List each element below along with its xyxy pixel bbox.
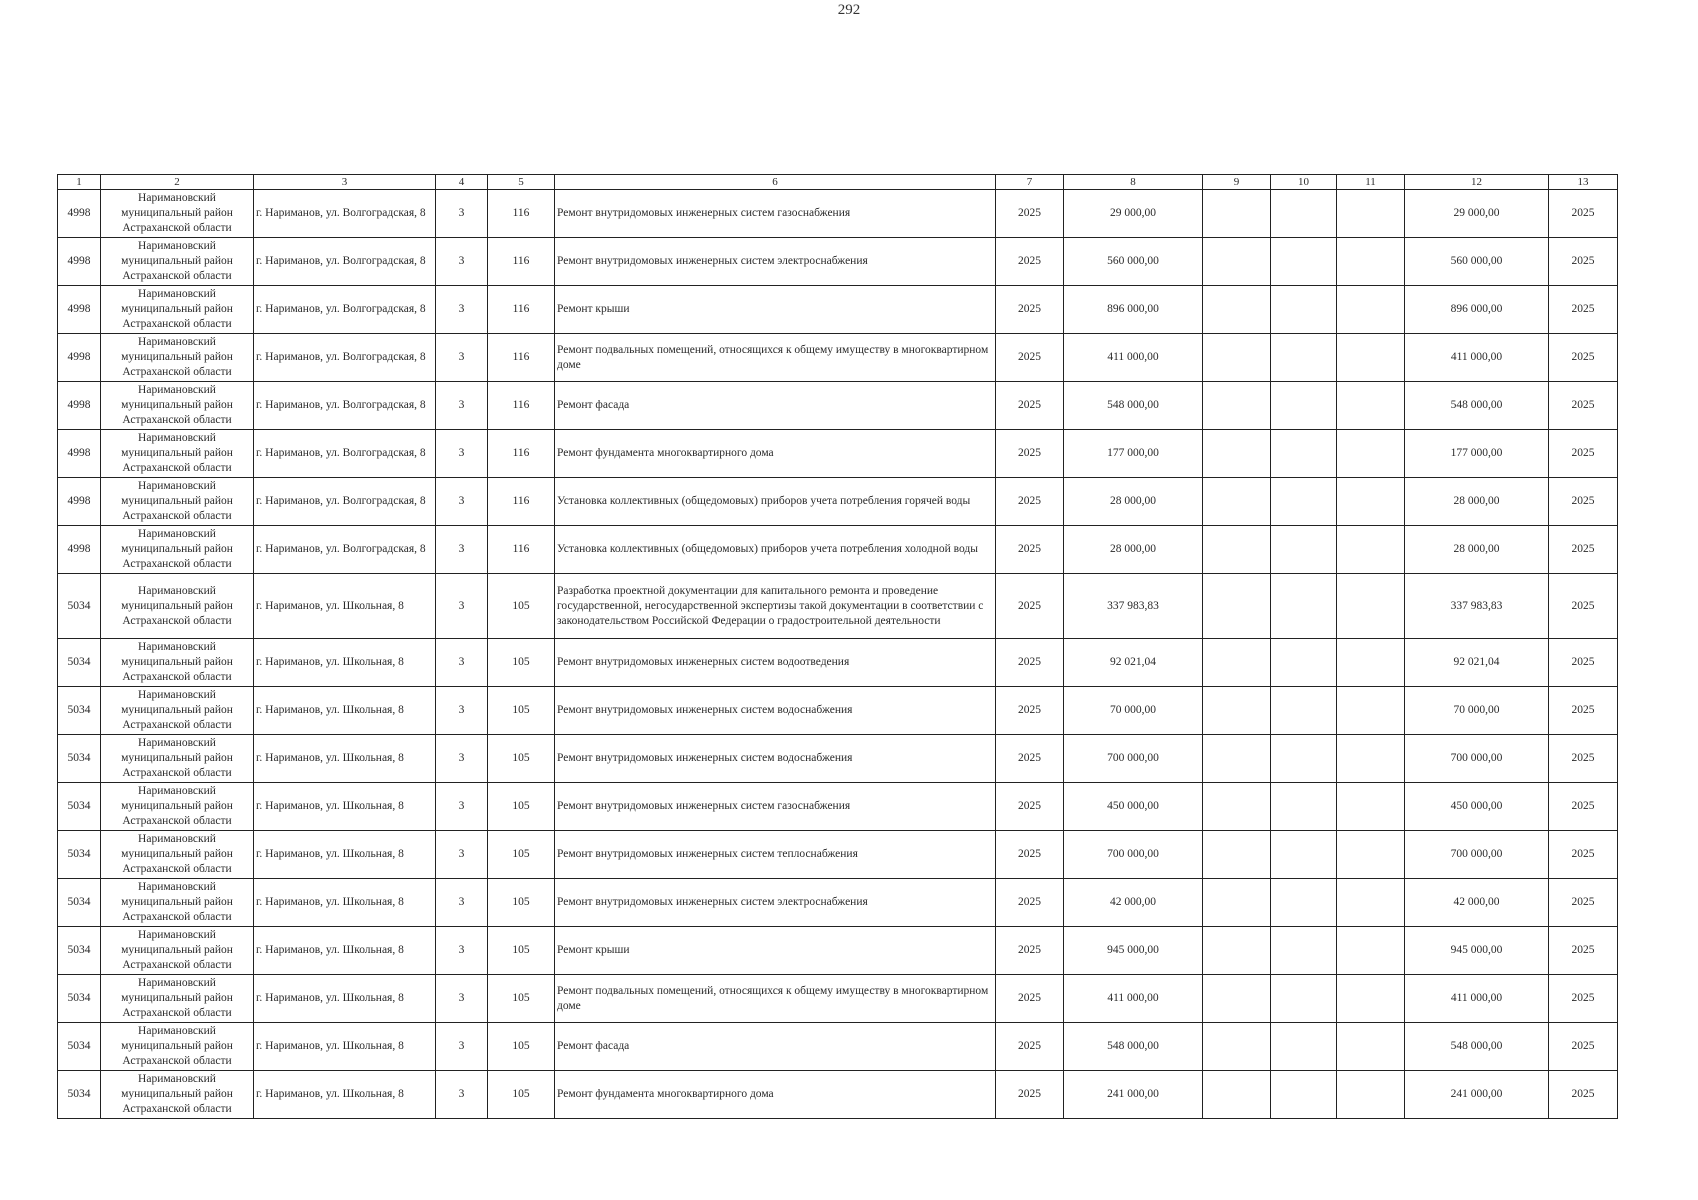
- address-cell: г. Нариманов, ул. Волгоградская, 8: [254, 190, 436, 238]
- repair-program-table: [57, 174, 1618, 1119]
- col4-cell: 3: [436, 927, 488, 975]
- table-row: [58, 1071, 1618, 1119]
- cost-total-cell: 548 000,00: [1405, 382, 1549, 430]
- cost-cell: 548 000,00: [1064, 1023, 1203, 1071]
- col9-cell: [1203, 286, 1271, 334]
- municipality-cell: Наримановский муниципальный район Астраханской области: [101, 430, 254, 478]
- table-row: [58, 735, 1618, 783]
- table-row: [58, 190, 1618, 238]
- col5-cell: 116: [488, 334, 555, 382]
- cost-total-cell: 177 000,00: [1405, 430, 1549, 478]
- work-type-cell: Ремонт внутридомовых инженерных систем водоотведения: [555, 639, 996, 687]
- col9-cell: [1203, 831, 1271, 879]
- row-id-cell: 5034: [58, 831, 101, 879]
- address-cell: г. Нариманов, ул. Волгоградская, 8: [254, 430, 436, 478]
- work-type-cell: Установка коллективных (общедомовых) приборов учета потребления холодной воды: [555, 526, 996, 574]
- col5-cell: 105: [488, 783, 555, 831]
- year-cell: 2025: [996, 831, 1064, 879]
- col10-cell: [1271, 190, 1337, 238]
- col13-cell: 2025: [1549, 783, 1618, 831]
- row-id-cell: 5034: [58, 1071, 101, 1119]
- work-type-cell: Ремонт внутридомовых инженерных систем газоснабжения: [555, 783, 996, 831]
- col11-cell: [1337, 190, 1405, 238]
- col5-cell: 105: [488, 574, 555, 639]
- table-body: [58, 190, 1618, 1119]
- work-type-cell: Ремонт внутридомовых инженерных систем водоснабжения: [555, 687, 996, 735]
- col4-cell: 3: [436, 687, 488, 735]
- col9-cell: [1203, 574, 1271, 639]
- cost-cell: 700 000,00: [1064, 735, 1203, 783]
- year-cell: 2025: [996, 687, 1064, 735]
- col4-cell: 3: [436, 831, 488, 879]
- col5-cell: 105: [488, 687, 555, 735]
- column-header: 2: [101, 175, 254, 190]
- col10-cell: [1271, 927, 1337, 975]
- cost-total-cell: 42 000,00: [1405, 879, 1549, 927]
- col5-cell: 105: [488, 927, 555, 975]
- col9-cell: [1203, 478, 1271, 526]
- col9-cell: [1203, 783, 1271, 831]
- work-type-cell: Ремонт внутридомовых инженерных систем электроснабжения: [555, 879, 996, 927]
- row-id-cell: 4998: [58, 238, 101, 286]
- cost-cell: 945 000,00: [1064, 927, 1203, 975]
- column-header: 4: [436, 175, 488, 190]
- year-cell: 2025: [996, 879, 1064, 927]
- cost-cell: 700 000,00: [1064, 831, 1203, 879]
- address-cell: г. Нариманов, ул. Школьная, 8: [254, 831, 436, 879]
- table-row: [58, 334, 1618, 382]
- work-type-cell: Ремонт внутридомовых инженерных систем теплоснабжения: [555, 831, 996, 879]
- col4-cell: 3: [436, 879, 488, 927]
- address-cell: г. Нариманов, ул. Школьная, 8: [254, 735, 436, 783]
- cost-cell: 42 000,00: [1064, 879, 1203, 927]
- col11-cell: [1337, 334, 1405, 382]
- year-cell: 2025: [996, 526, 1064, 574]
- col10-cell: [1271, 639, 1337, 687]
- col11-cell: [1337, 639, 1405, 687]
- municipality-cell: Наримановский муниципальный район Астраханской области: [101, 735, 254, 783]
- municipality-cell: Наримановский муниципальный район Астраханской области: [101, 831, 254, 879]
- address-cell: г. Нариманов, ул. Школьная, 8: [254, 687, 436, 735]
- cost-total-cell: 28 000,00: [1405, 526, 1549, 574]
- col5-cell: 105: [488, 975, 555, 1023]
- table-row: [58, 687, 1618, 735]
- col10-cell: [1271, 783, 1337, 831]
- cost-cell: 450 000,00: [1064, 783, 1203, 831]
- cost-total-cell: 560 000,00: [1405, 238, 1549, 286]
- address-cell: г. Нариманов, ул. Школьная, 8: [254, 1071, 436, 1119]
- col5-cell: 116: [488, 238, 555, 286]
- table-row: [58, 783, 1618, 831]
- row-id-cell: 5034: [58, 783, 101, 831]
- cost-total-cell: 411 000,00: [1405, 334, 1549, 382]
- cost-total-cell: 70 000,00: [1405, 687, 1549, 735]
- cost-total-cell: 450 000,00: [1405, 783, 1549, 831]
- row-id-cell: 5034: [58, 1023, 101, 1071]
- col9-cell: [1203, 975, 1271, 1023]
- table-row: [58, 238, 1618, 286]
- cost-total-cell: 700 000,00: [1405, 831, 1549, 879]
- cost-total-cell: 411 000,00: [1405, 975, 1549, 1023]
- row-id-cell: 5034: [58, 735, 101, 783]
- col11-cell: [1337, 1023, 1405, 1071]
- col11-cell: [1337, 478, 1405, 526]
- year-cell: 2025: [996, 334, 1064, 382]
- col10-cell: [1271, 687, 1337, 735]
- col5-cell: 116: [488, 190, 555, 238]
- col5-cell: 105: [488, 735, 555, 783]
- col4-cell: 3: [436, 783, 488, 831]
- col13-cell: 2025: [1549, 735, 1618, 783]
- municipality-cell: Наримановский муниципальный район Астраханской области: [101, 526, 254, 574]
- col11-cell: [1337, 735, 1405, 783]
- year-cell: 2025: [996, 430, 1064, 478]
- column-header: 11: [1337, 175, 1405, 190]
- row-id-cell: 5034: [58, 639, 101, 687]
- column-header: 1: [58, 175, 101, 190]
- col4-cell: 3: [436, 286, 488, 334]
- municipality-cell: Наримановский муниципальный район Астраханской области: [101, 1023, 254, 1071]
- col9-cell: [1203, 430, 1271, 478]
- col4-cell: 3: [436, 238, 488, 286]
- col11-cell: [1337, 831, 1405, 879]
- cost-cell: 28 000,00: [1064, 526, 1203, 574]
- year-cell: 2025: [996, 975, 1064, 1023]
- col9-cell: [1203, 190, 1271, 238]
- col13-cell: 2025: [1549, 927, 1618, 975]
- cost-cell: 70 000,00: [1064, 687, 1203, 735]
- municipality-cell: Наримановский муниципальный район Астраханской области: [101, 286, 254, 334]
- header-row: [58, 175, 1618, 190]
- cost-cell: 177 000,00: [1064, 430, 1203, 478]
- cost-total-cell: 337 983,83: [1405, 574, 1549, 639]
- work-type-cell: Ремонт крыши: [555, 286, 996, 334]
- cost-total-cell: 92 021,04: [1405, 639, 1549, 687]
- col5-cell: 105: [488, 639, 555, 687]
- col5-cell: 105: [488, 1023, 555, 1071]
- address-cell: г. Нариманов, ул. Волгоградская, 8: [254, 382, 436, 430]
- cost-total-cell: 896 000,00: [1405, 286, 1549, 334]
- col10-cell: [1271, 1071, 1337, 1119]
- col4-cell: 3: [436, 735, 488, 783]
- col11-cell: [1337, 1071, 1405, 1119]
- municipality-cell: Наримановский муниципальный район Астраханской области: [101, 687, 254, 735]
- col13-cell: 2025: [1549, 831, 1618, 879]
- col10-cell: [1271, 879, 1337, 927]
- year-cell: 2025: [996, 639, 1064, 687]
- col4-cell: 3: [436, 430, 488, 478]
- cost-cell: 29 000,00: [1064, 190, 1203, 238]
- col11-cell: [1337, 687, 1405, 735]
- cost-cell: 560 000,00: [1064, 238, 1203, 286]
- municipality-cell: Наримановский муниципальный район Астраханской области: [101, 975, 254, 1023]
- col5-cell: 116: [488, 286, 555, 334]
- cost-total-cell: 945 000,00: [1405, 927, 1549, 975]
- municipality-cell: Наримановский муниципальный район Астраханской области: [101, 238, 254, 286]
- address-cell: г. Нариманов, ул. Школьная, 8: [254, 1023, 436, 1071]
- municipality-cell: Наримановский муниципальный район Астраханской области: [101, 190, 254, 238]
- cost-cell: 92 021,04: [1064, 639, 1203, 687]
- col9-cell: [1203, 238, 1271, 286]
- col9-cell: [1203, 735, 1271, 783]
- table-row: [58, 831, 1618, 879]
- col5-cell: 116: [488, 382, 555, 430]
- col11-cell: [1337, 574, 1405, 639]
- year-cell: 2025: [996, 574, 1064, 639]
- row-id-cell: 4998: [58, 382, 101, 430]
- col5-cell: 116: [488, 430, 555, 478]
- cost-cell: 411 000,00: [1064, 975, 1203, 1023]
- col9-cell: [1203, 334, 1271, 382]
- col4-cell: 3: [436, 334, 488, 382]
- col9-cell: [1203, 382, 1271, 430]
- work-type-cell: Ремонт внутридомовых инженерных систем водоснабжения: [555, 735, 996, 783]
- table-row: [58, 879, 1618, 927]
- cost-cell: 548 000,00: [1064, 382, 1203, 430]
- year-cell: 2025: [996, 190, 1064, 238]
- col4-cell: 3: [436, 1023, 488, 1071]
- cost-total-cell: 29 000,00: [1405, 190, 1549, 238]
- col9-cell: [1203, 1023, 1271, 1071]
- col4-cell: 3: [436, 975, 488, 1023]
- col5-cell: 116: [488, 526, 555, 574]
- column-header: 3: [254, 175, 436, 190]
- year-cell: 2025: [996, 382, 1064, 430]
- work-type-cell: Установка коллективных (общедомовых) приборов учета потребления горячей воды: [555, 478, 996, 526]
- municipality-cell: Наримановский муниципальный район Астраханской области: [101, 1071, 254, 1119]
- address-cell: г. Нариманов, ул. Школьная, 8: [254, 975, 436, 1023]
- col13-cell: 2025: [1549, 574, 1618, 639]
- col13-cell: 2025: [1549, 478, 1618, 526]
- col13-cell: 2025: [1549, 1023, 1618, 1071]
- work-type-cell: Ремонт внутридомовых инженерных систем газоснабжения: [555, 190, 996, 238]
- column-header: 10: [1271, 175, 1337, 190]
- col9-cell: [1203, 639, 1271, 687]
- col11-cell: [1337, 975, 1405, 1023]
- col4-cell: 3: [436, 382, 488, 430]
- col11-cell: [1337, 286, 1405, 334]
- cost-total-cell: 28 000,00: [1405, 478, 1549, 526]
- address-cell: г. Нариманов, ул. Волгоградская, 8: [254, 478, 436, 526]
- table-row: [58, 430, 1618, 478]
- col13-cell: 2025: [1549, 430, 1618, 478]
- col9-cell: [1203, 526, 1271, 574]
- row-id-cell: 4998: [58, 478, 101, 526]
- col4-cell: 3: [436, 1071, 488, 1119]
- cost-cell: 28 000,00: [1064, 478, 1203, 526]
- municipality-cell: Наримановский муниципальный район Астраханской области: [101, 927, 254, 975]
- col5-cell: 105: [488, 879, 555, 927]
- col13-cell: 2025: [1549, 975, 1618, 1023]
- cost-cell: 411 000,00: [1064, 334, 1203, 382]
- col4-cell: 3: [436, 526, 488, 574]
- cost-total-cell: 700 000,00: [1405, 735, 1549, 783]
- col10-cell: [1271, 975, 1337, 1023]
- year-cell: 2025: [996, 478, 1064, 526]
- col11-cell: [1337, 783, 1405, 831]
- col13-cell: 2025: [1549, 382, 1618, 430]
- row-id-cell: 4998: [58, 526, 101, 574]
- column-header: 12: [1405, 175, 1549, 190]
- col5-cell: 105: [488, 1071, 555, 1119]
- col10-cell: [1271, 430, 1337, 478]
- municipality-cell: Наримановский муниципальный район Астраханской области: [101, 783, 254, 831]
- work-type-cell: Ремонт подвальных помещений, относящихся к общему имуществу в многоквартирном доме: [555, 334, 996, 382]
- work-type-cell: Ремонт фундамента многоквартирного дома: [555, 1071, 996, 1119]
- cost-cell: 337 983,83: [1064, 574, 1203, 639]
- year-cell: 2025: [996, 1023, 1064, 1071]
- col13-cell: 2025: [1549, 334, 1618, 382]
- row-id-cell: 4998: [58, 286, 101, 334]
- cost-cell: 896 000,00: [1064, 286, 1203, 334]
- year-cell: 2025: [996, 286, 1064, 334]
- table-row: [58, 1023, 1618, 1071]
- municipality-cell: Наримановский муниципальный район Астраханской области: [101, 382, 254, 430]
- col10-cell: [1271, 1023, 1337, 1071]
- table-row: [58, 478, 1618, 526]
- page-number: 292: [837, 2, 861, 18]
- address-cell: г. Нариманов, ул. Школьная, 8: [254, 927, 436, 975]
- row-id-cell: 4998: [58, 430, 101, 478]
- table-row: [58, 382, 1618, 430]
- row-id-cell: 5034: [58, 574, 101, 639]
- col9-cell: [1203, 687, 1271, 735]
- work-type-cell: Ремонт крыши: [555, 927, 996, 975]
- col13-cell: 2025: [1549, 639, 1618, 687]
- col11-cell: [1337, 526, 1405, 574]
- column-header: 8: [1064, 175, 1203, 190]
- col10-cell: [1271, 478, 1337, 526]
- col11-cell: [1337, 238, 1405, 286]
- col10-cell: [1271, 831, 1337, 879]
- col4-cell: 3: [436, 190, 488, 238]
- col13-cell: 2025: [1549, 879, 1618, 927]
- municipality-cell: Наримановский муниципальный район Астраханской области: [101, 639, 254, 687]
- work-type-cell: Ремонт внутридомовых инженерных систем электроснабжения: [555, 238, 996, 286]
- year-cell: 2025: [996, 1071, 1064, 1119]
- column-header: 5: [488, 175, 555, 190]
- year-cell: 2025: [996, 927, 1064, 975]
- col5-cell: 105: [488, 831, 555, 879]
- col10-cell: [1271, 526, 1337, 574]
- municipality-cell: Наримановский муниципальный район Астраханской области: [101, 574, 254, 639]
- municipality-cell: Наримановский муниципальный район Астраханской области: [101, 879, 254, 927]
- cost-cell: 241 000,00: [1064, 1071, 1203, 1119]
- address-cell: г. Нариманов, ул. Школьная, 8: [254, 879, 436, 927]
- col13-cell: 2025: [1549, 526, 1618, 574]
- cost-total-cell: 548 000,00: [1405, 1023, 1549, 1071]
- year-cell: 2025: [996, 783, 1064, 831]
- year-cell: 2025: [996, 238, 1064, 286]
- table-row: [58, 286, 1618, 334]
- work-type-cell: Ремонт фундамента многоквартирного дома: [555, 430, 996, 478]
- col11-cell: [1337, 430, 1405, 478]
- municipality-cell: Наримановский муниципальный район Астраханской области: [101, 478, 254, 526]
- col10-cell: [1271, 735, 1337, 783]
- col13-cell: 2025: [1549, 1071, 1618, 1119]
- col13-cell: 2025: [1549, 687, 1618, 735]
- table-row: [58, 526, 1618, 574]
- row-id-cell: 5034: [58, 927, 101, 975]
- table-row: [58, 574, 1618, 639]
- col10-cell: [1271, 334, 1337, 382]
- col9-cell: [1203, 927, 1271, 975]
- work-type-cell: Ремонт фасада: [555, 1023, 996, 1071]
- column-header: 6: [555, 175, 996, 190]
- address-cell: г. Нариманов, ул. Школьная, 8: [254, 783, 436, 831]
- col10-cell: [1271, 286, 1337, 334]
- work-type-cell: Ремонт фасада: [555, 382, 996, 430]
- col11-cell: [1337, 382, 1405, 430]
- column-header: 9: [1203, 175, 1271, 190]
- row-id-cell: 5034: [58, 879, 101, 927]
- col5-cell: 116: [488, 478, 555, 526]
- address-cell: г. Нариманов, ул. Волгоградская, 8: [254, 526, 436, 574]
- address-cell: г. Нариманов, ул. Школьная, 8: [254, 574, 436, 639]
- table-row: [58, 927, 1618, 975]
- col11-cell: [1337, 879, 1405, 927]
- work-type-cell: Ремонт подвальных помещений, относящихся к общему имуществу в многоквартирном доме: [555, 975, 996, 1023]
- col13-cell: 2025: [1549, 190, 1618, 238]
- col13-cell: 2025: [1549, 286, 1618, 334]
- address-cell: г. Нариманов, ул. Волгоградская, 8: [254, 238, 436, 286]
- col4-cell: 3: [436, 478, 488, 526]
- col10-cell: [1271, 382, 1337, 430]
- address-cell: г. Нариманов, ул. Волгоградская, 8: [254, 286, 436, 334]
- address-cell: г. Нариманов, ул. Волгоградская, 8: [254, 334, 436, 382]
- col4-cell: 3: [436, 574, 488, 639]
- col13-cell: 2025: [1549, 238, 1618, 286]
- municipality-cell: Наримановский муниципальный район Астраханской области: [101, 334, 254, 382]
- table-row: [58, 639, 1618, 687]
- year-cell: 2025: [996, 735, 1064, 783]
- col10-cell: [1271, 574, 1337, 639]
- address-cell: г. Нариманов, ул. Школьная, 8: [254, 639, 436, 687]
- column-header: 13: [1549, 175, 1618, 190]
- row-id-cell: 5034: [58, 975, 101, 1023]
- cost-total-cell: 241 000,00: [1405, 1071, 1549, 1119]
- col10-cell: [1271, 238, 1337, 286]
- col11-cell: [1337, 927, 1405, 975]
- column-header: 7: [996, 175, 1064, 190]
- col9-cell: [1203, 1071, 1271, 1119]
- row-id-cell: 4998: [58, 190, 101, 238]
- row-id-cell: 5034: [58, 687, 101, 735]
- row-id-cell: 4998: [58, 334, 101, 382]
- col9-cell: [1203, 879, 1271, 927]
- col4-cell: 3: [436, 639, 488, 687]
- work-type-cell: Разработка проектной документации для капитального ремонта и проведение государственной, негосударственной экспертизы такой документации в соответствии с законодательством Российской Федерации о градостроительной деятельности: [555, 574, 996, 639]
- table-row: [58, 975, 1618, 1023]
